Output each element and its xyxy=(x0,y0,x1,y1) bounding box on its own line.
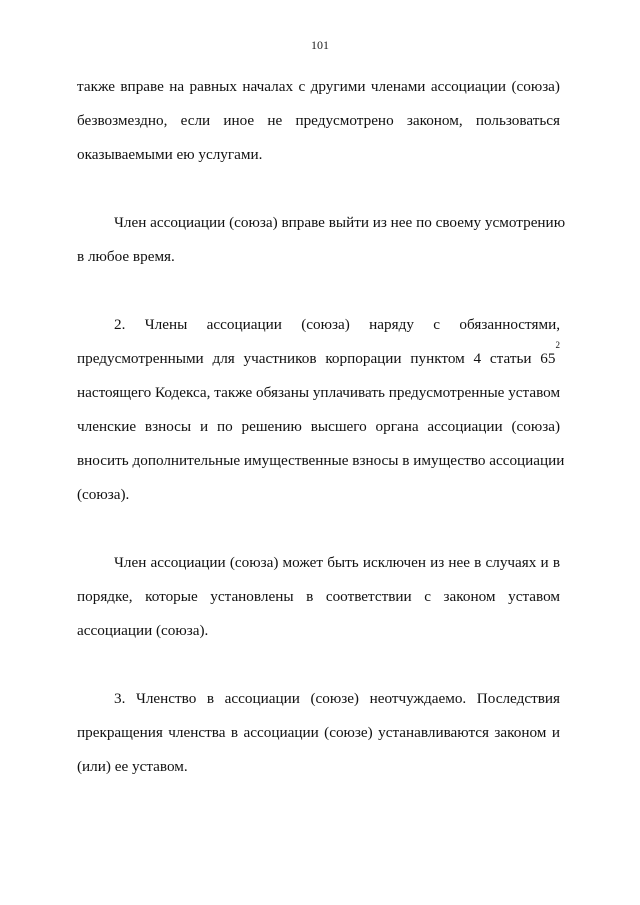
page-number: 101 xyxy=(311,38,329,52)
paragraph-3 xyxy=(77,308,565,512)
paragraph-5 xyxy=(77,682,560,784)
text-line: настоящего Кодекса, также обязаны уплачивать предусмотренные уставом xyxy=(77,384,561,401)
text-line: оказываемыми ею услугами. xyxy=(77,146,263,163)
document-body xyxy=(77,70,566,818)
text-line-with-superscript xyxy=(77,342,560,376)
superscript: 2 xyxy=(555,340,560,350)
text-line: Член ассоциации (союза) может быть исключен из нее в случаях и в xyxy=(114,554,560,571)
text-line: ассоциации (союза). xyxy=(77,622,209,639)
text-line: порядке, которые установлены в соответствии с законом уставом xyxy=(77,588,560,605)
text-line: членские взносы и по решению высшего органа ассоциации (союза) xyxy=(77,418,560,435)
text-line: вносить дополнительные имущественные взносы в имущество ассоциации xyxy=(77,452,565,469)
text-line: безвозмездно, если иное не предусмотрено законом, пользоваться xyxy=(77,112,560,129)
paragraph-4 xyxy=(77,546,560,648)
paragraph-2 xyxy=(77,206,566,274)
text-line: в любое время. xyxy=(77,248,175,265)
text-line: также вправе на равных началах с другими членами ассоциации (союза) xyxy=(77,78,560,95)
text-line: прекращения членства в ассоциации (союзе) устанавливаются законом и xyxy=(77,724,560,741)
text-line: (или) ее уставом. xyxy=(77,758,188,775)
text-line: Член ассоциации (союза) вправе выйти из нее по своему усмотрению xyxy=(114,214,566,231)
text-line: 2. Члены ассоциации (союза) наряду с обязанностями, xyxy=(114,316,560,333)
text-line: (союза). xyxy=(77,486,130,503)
text-line: 3. Членство в ассоциации (союзе) неотчуждаемо. Последствия xyxy=(114,690,560,707)
paragraph-1 xyxy=(77,70,560,172)
text-line: предусмотренными для участников корпорации пунктом 4 статьи 65 xyxy=(77,350,556,367)
